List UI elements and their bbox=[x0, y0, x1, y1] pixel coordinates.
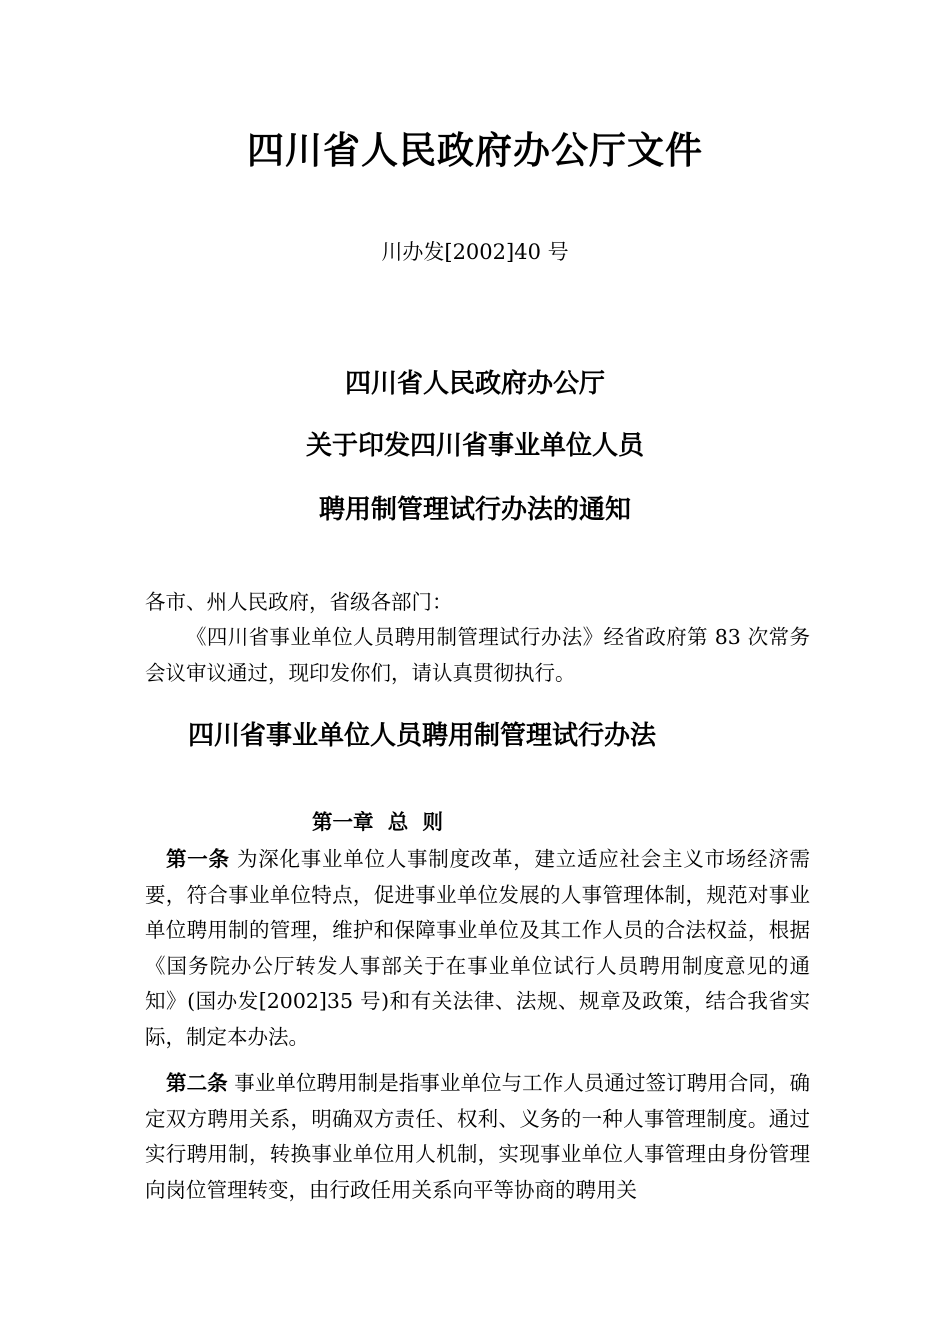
article-2-label: 第二条 bbox=[166, 1071, 228, 1095]
document-number: 川办发[2002]40 号 bbox=[381, 240, 569, 264]
article-2-text: 事业单位聘用制是指事业单位与工作人员通过签订聘用合同，确定双方聘用关系，明确双方责任、权利、义务的一种人事管理制度。通过实行聘用制，转换事业单位用人机制，实现事业单位人事管理由身份管理向岗位管理转变，由行政任用关系向平等协商的聘用关 bbox=[145, 1071, 811, 1202]
measures-title: 四川省事业单位人员聘用制管理试行办法 bbox=[188, 721, 657, 751]
article-1 bbox=[145, 842, 810, 1056]
notice-title-line-1: 四川省人民政府办公厅 bbox=[344, 369, 605, 399]
addressee: 各市、州人民政府，省级各部门： bbox=[145, 590, 453, 614]
notice-title-line-3: 聘用制管理试行办法的通知 bbox=[318, 495, 631, 525]
document-header-title: 四川省人民政府办公厅文件 bbox=[247, 128, 703, 172]
notice-title-line-2: 关于印发四川省事业单位人员 bbox=[305, 431, 644, 461]
chapter-title: 第一章 总 则 bbox=[312, 810, 444, 834]
article-1-text: 为深化事业单位人事制度改革，建立适应社会主义市场经济需要，符合事业单位特点，促进事业单位发展的人事管理体制，规范对事业单位聘用制的管理，维护和保障事业单位及其工作人员的合法权益，根据《国务院办公厅转发人事部关于在事业单位试行人员聘用制度意见的通知》(国办发[2002]35 号)和有关法律、法规、规章及政策，结合我省实际，制定本办法。 bbox=[145, 847, 811, 1049]
article-1-label: 第一条 bbox=[166, 847, 230, 871]
article-2 bbox=[145, 1066, 810, 1208]
intro-paragraph: 《四川省事业单位人员聘用制管理试行办法》经省政府第 83 次常务会议审议通过，现印发你们，请认真贯彻执行。 bbox=[145, 625, 810, 685]
